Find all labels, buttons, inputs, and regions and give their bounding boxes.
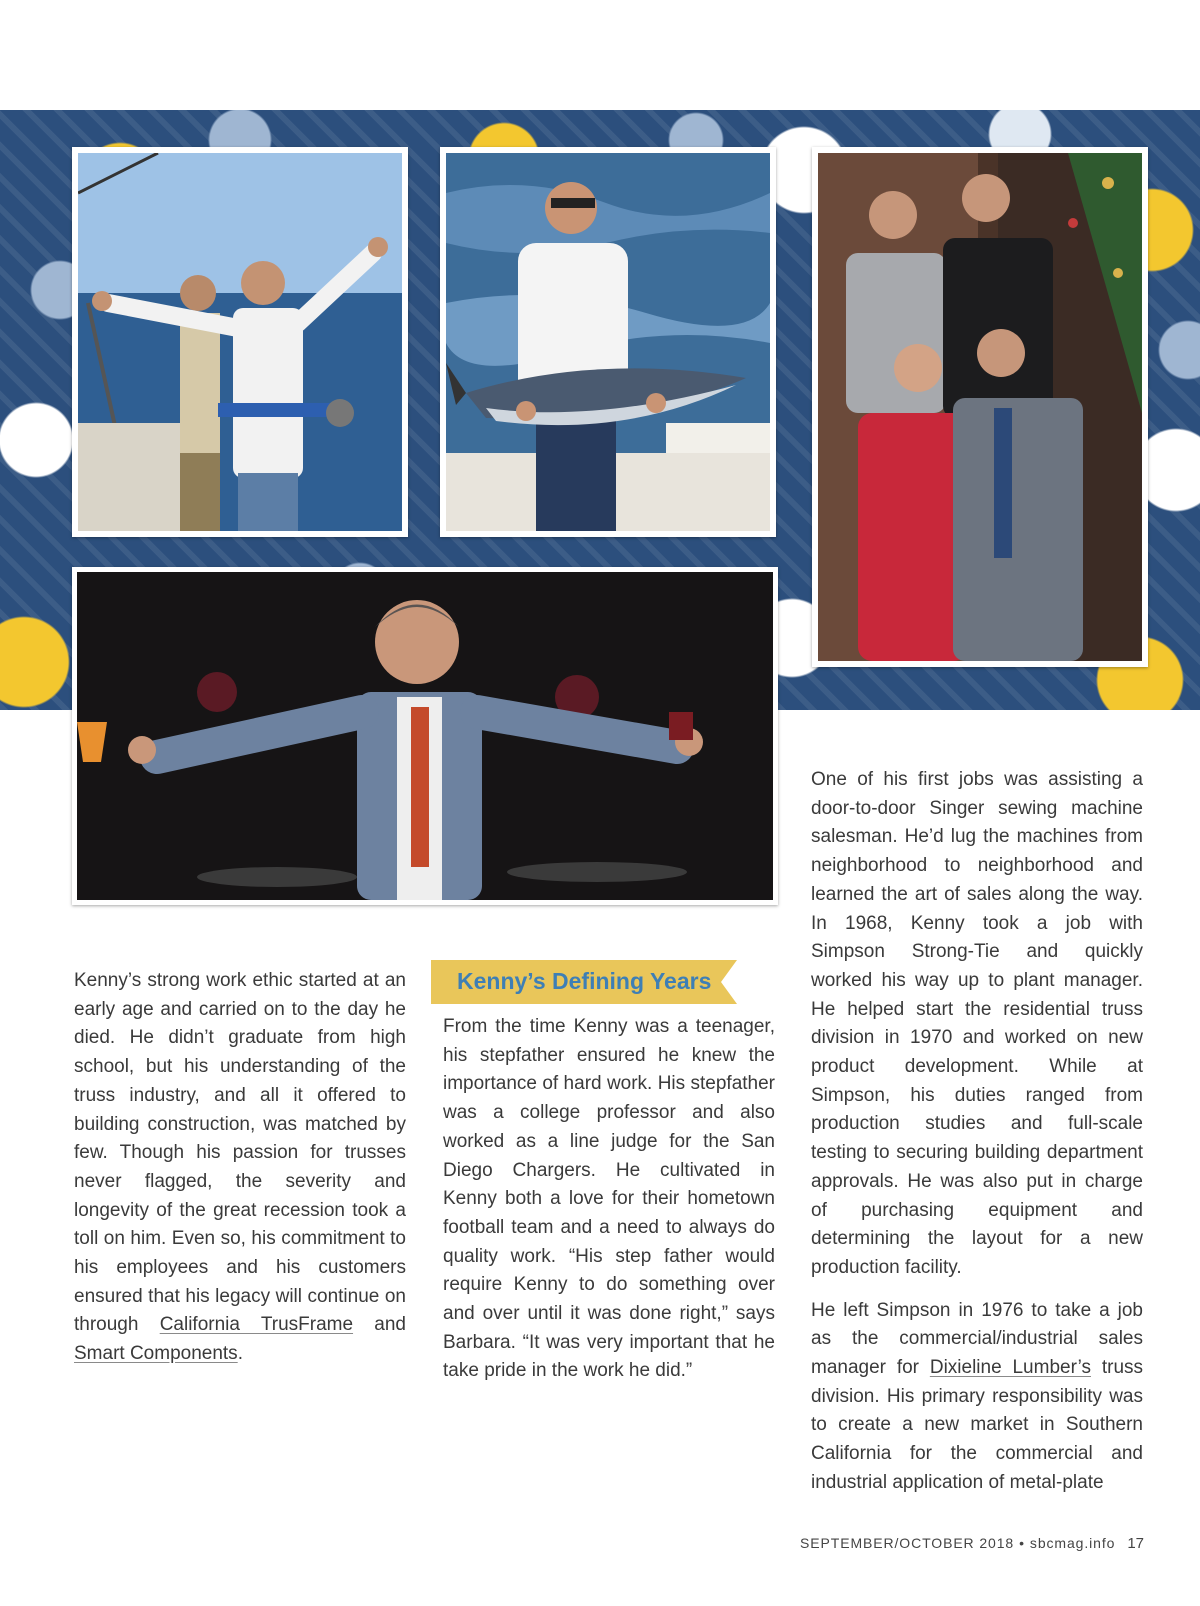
california-trusframe-link[interactable]: California TrusFrame — [159, 1314, 354, 1336]
photo-family-portrait — [812, 147, 1148, 667]
footer-separator: • — [1019, 1535, 1025, 1551]
left-paragraph — [74, 967, 406, 1369]
right-paragraph-2 — [811, 1297, 1143, 1498]
photo-man-at-party — [72, 567, 778, 905]
site-link[interactable]: sbcmag.info — [1029, 1535, 1116, 1551]
issue-date: SEPTEMBER/OCTOBER 2018 — [800, 1535, 1015, 1551]
photo-men-on-fishing-boat — [72, 147, 408, 537]
middle-text-column — [443, 1013, 775, 1400]
middle-paragraph: From the time Kenny was a teenager, his stepfather ensured he knew the importance of hard work. His stepfather was a college professor and also worked as a line judge for the San Diego Chargers. He cultivated in Kenny both a love for their hometown football team and a need to always do quality work. “His step father would require Kenny to do something over and over until it was done right,” says Barbara. “It was very important that he take pride in the work he did.” — [443, 1016, 775, 1382]
tuna-illustration — [446, 153, 770, 531]
right-paragraph-2-start: He left Simpson in 1976 to take a job as the commercial/industrial sales manager for — [811, 1299, 1143, 1379]
section-heading-banner — [431, 960, 737, 1004]
fishing-boat-illustration — [78, 153, 402, 531]
family-portrait-illustration — [818, 153, 1142, 661]
dixieline-lumber-link[interactable]: Dixieline Lumber’s — [929, 1357, 1091, 1379]
photo-man-holding-tuna — [440, 147, 776, 537]
section-heading: Kenny’s Defining Years — [457, 968, 712, 994]
smart-components-link[interactable]: Smart Components — [74, 1343, 238, 1365]
left-paragraph-conjunction: and — [353, 1314, 406, 1336]
left-paragraph-text: Kenny’s strong work ethic started at an early age and carried on to the day he died. He didn’t graduate from high school, but his understanding of the truss industry, and all it offered to building construction, was matched by few. Though his passion for trusses never flagged, the severity and longevity of the great recession took a toll on him. Even so, his commitment to his employees and his customers ensured that his legacy will continue on through — [74, 970, 406, 1336]
right-paragraph-2-end: truss division. His primary responsibility was to create a new market in Southern California for the commercial and industrial application of metal-plate — [811, 1357, 1144, 1493]
left-paragraph-end: . — [237, 1343, 243, 1365]
page-number: 17 — [1127, 1535, 1144, 1552]
right-paragraph-1: One of his first jobs was assisting a door-to-door Singer sewing machine salesman. He’d lug the machines from neighborhood to neighborhood and learned the art of sales along the way. In 1968, Kenny took a job with Simpson Strong-Tie and quickly worked his way up to plant manager. He helped start the residential truss division in 1970 and worked on new product development. While at Simpson, his duties ranged from production studies and full-scale testing to securing building department approvals. He was also put in charge of purchasing equipment and determining the layout for a new production facility. — [811, 769, 1143, 1278]
right-text-column — [811, 766, 1143, 1512]
party-illustration — [77, 572, 773, 900]
left-text-column — [74, 967, 406, 1383]
page-footer — [800, 1535, 1144, 1552]
